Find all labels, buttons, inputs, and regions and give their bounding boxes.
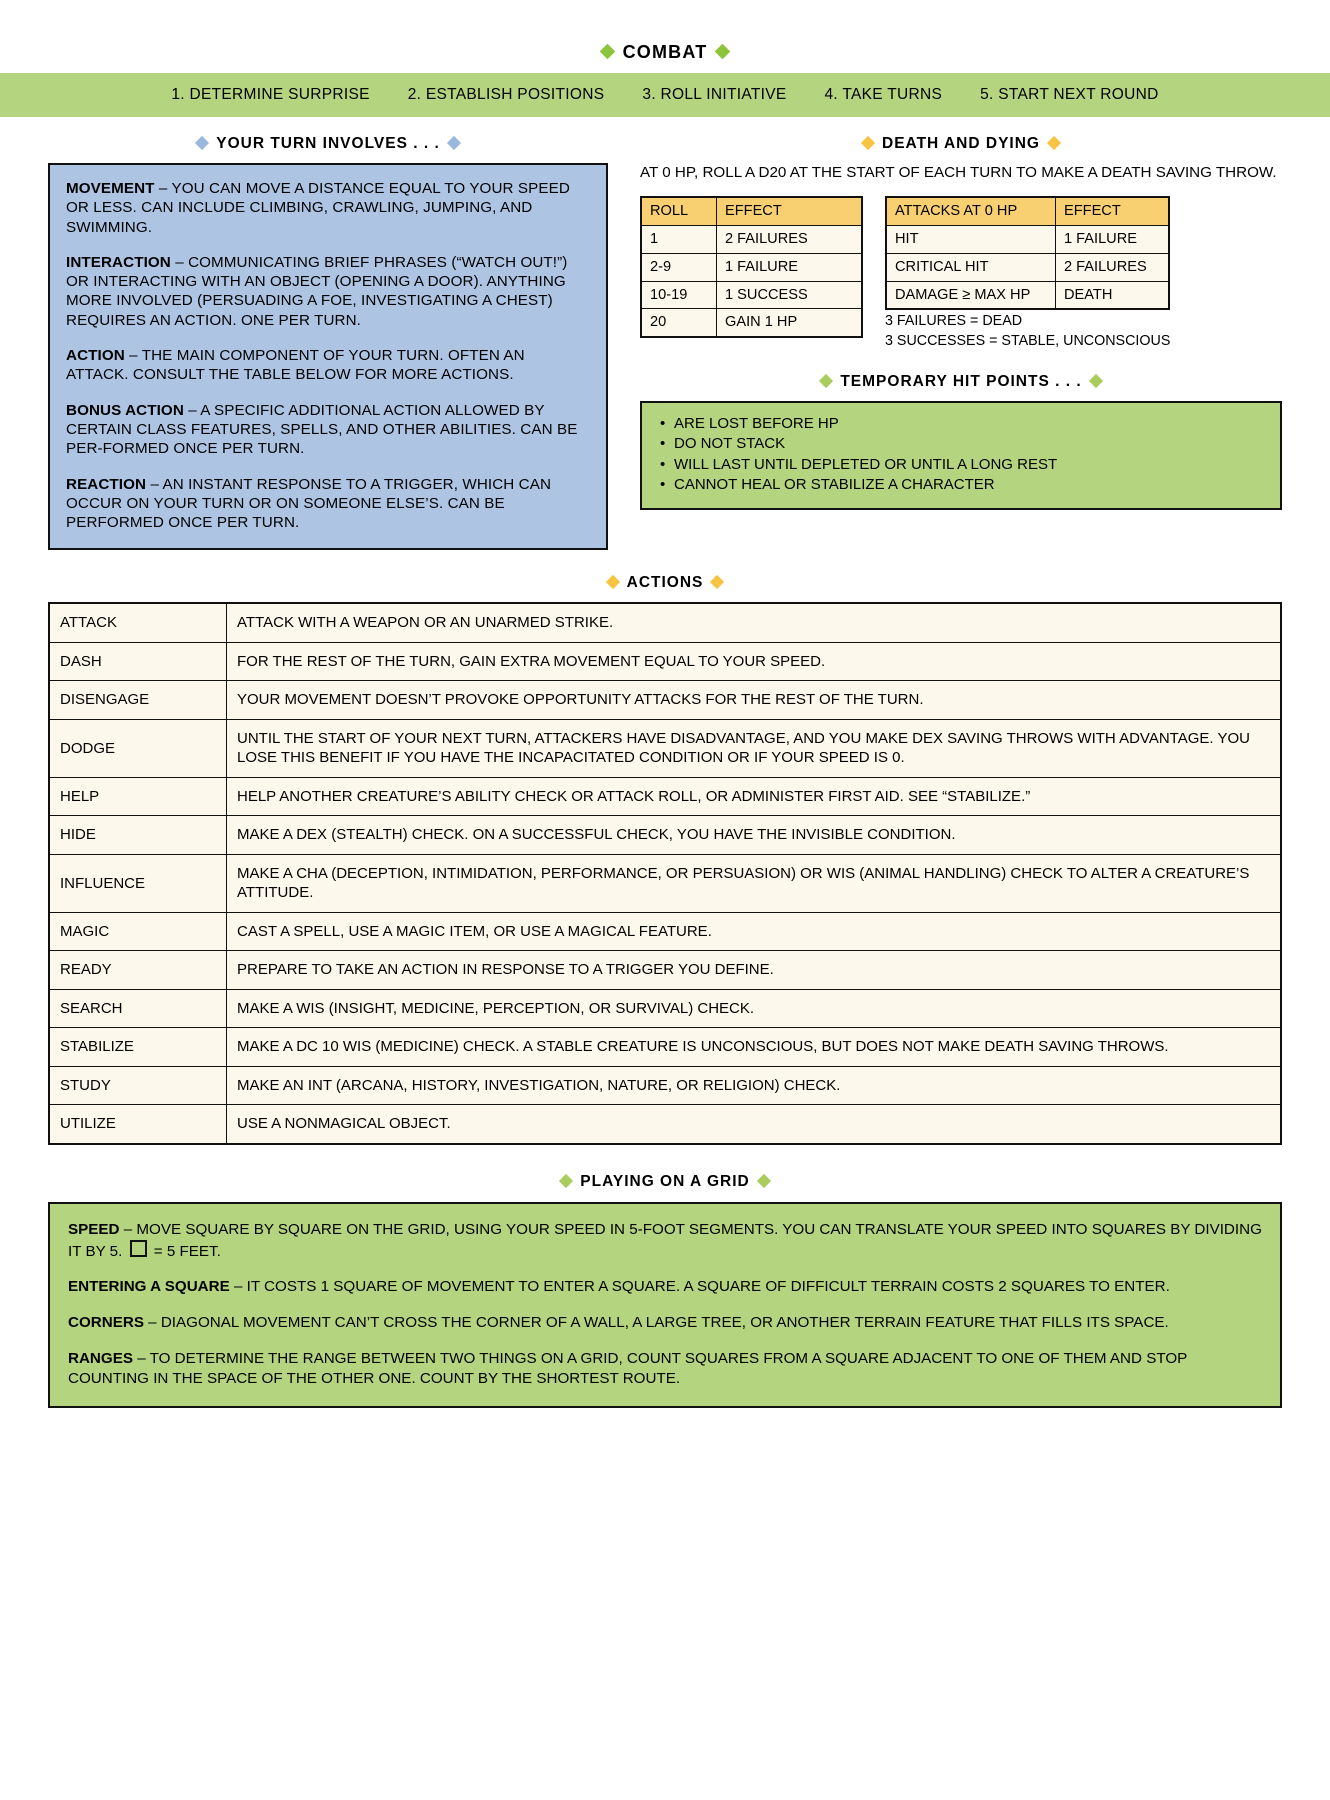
- action-name: STABILIZE: [49, 1028, 227, 1067]
- list-item: • WILL LAST UNTIL DEPLETED OR UNTIL A LONG REST: [674, 455, 1266, 475]
- turn-entry-term: INTERACTION: [66, 253, 171, 271]
- upper-columns: [0, 135, 1330, 550]
- cell-effect: 2 FAILURES: [717, 226, 863, 254]
- turn-entry: [66, 179, 590, 237]
- grid-entry-term: CORNERS: [68, 1314, 144, 1332]
- turn-entry-text: – A SPECIFIC ADDITIONAL ACTION ALLOWED BY CERTAIN CLASS FEATURES, SPELLS, AND OTHER ABILITIES. CAN BE PER-FORMED ONCE PER TURN.: [66, 401, 578, 458]
- cell-attack: CRITICAL HIT: [886, 253, 1056, 281]
- diamond-icon: [861, 136, 875, 150]
- table-row: [641, 281, 862, 309]
- column-header-effect: EFFECT: [717, 197, 863, 225]
- action-description: MAKE A WIS (INSIGHT, MEDICINE, PERCEPTION, OR SURVIVAL) CHECK.: [227, 989, 1282, 1028]
- turn-entry-text: – COMMUNICATING BRIEF PHRASES (“WATCH OUT!”) OR INTERACTING WITH AN OBJECT (OPENING A DOOR). ANYTHING MORE INVOLVED (PERSUADING A FOE, INVESTIGATING A CHEST) REQUIRES AN ACTION. ONE PER TURN.: [66, 253, 568, 329]
- attacks-at-zero-hp-table: [885, 196, 1170, 310]
- grid-entry-speed: [68, 1220, 1262, 1262]
- cell-effect: 1 SUCCESS: [717, 281, 863, 309]
- grid-entry: [68, 1349, 1262, 1389]
- diamond-icon: [715, 44, 731, 60]
- cell-effect: DEATH: [1056, 281, 1170, 309]
- temporary-hp-heading-row: [640, 373, 1282, 391]
- combat-step: 4. TAKE TURNS: [824, 86, 943, 103]
- combat-step: 5. START NEXT ROUND: [980, 86, 1159, 103]
- table-row: [49, 912, 1281, 951]
- action-name: READY: [49, 951, 227, 990]
- diamond-icon: [757, 1174, 771, 1188]
- turn-entry-text: – THE MAIN COMPONENT OF YOUR TURN. OFTEN AN ATTACK. CONSULT THE TABLE BELOW FOR MORE ACTIONS.: [66, 347, 525, 384]
- table-row: [49, 1066, 1281, 1105]
- attacks-table-group: [885, 196, 1170, 351]
- cell-effect: 1 FAILURE: [717, 253, 863, 281]
- action-name: DODGE: [49, 719, 227, 777]
- action-name: SEARCH: [49, 989, 227, 1028]
- actions-heading-row: [0, 574, 1330, 592]
- turn-entry-text: – AN INSTANT RESPONSE TO A TRIGGER, WHICH CAN OCCUR ON YOUR TURN OR ON SOMEONE ELSE’S. CAN BE PERFORMED ONCE PER TURN.: [66, 475, 552, 532]
- grid-entry-term: ENTERING A SQUARE: [68, 1278, 230, 1296]
- page-title-row: [0, 0, 1330, 73]
- table-row: [49, 816, 1281, 855]
- diamond-icon: [447, 136, 461, 150]
- cell-effect: 1 FAILURE: [1056, 226, 1170, 254]
- table-row: [49, 1105, 1281, 1144]
- table-row: [641, 253, 862, 281]
- grid-entry-term: RANGES: [68, 1349, 133, 1367]
- turn-entry: [66, 253, 590, 330]
- list-item: • ARE LOST BEFORE HP: [674, 414, 1266, 434]
- grid-heading-row: [0, 1173, 1330, 1191]
- column-header-attacks: ATTACKS AT 0 HP: [886, 197, 1056, 225]
- action-description: FOR THE REST OF THE TURN, GAIN EXTRA MOVEMENT EQUAL TO YOUR SPEED.: [227, 642, 1282, 681]
- action-name: STUDY: [49, 1066, 227, 1105]
- diamond-icon: [1047, 136, 1061, 150]
- diamond-icon: [710, 575, 724, 589]
- action-description: MAKE AN INT (ARCANA, HISTORY, INVESTIGATION, NATURE, OR RELIGION) CHECK.: [227, 1066, 1282, 1105]
- turn-entry-term: REACTION: [66, 475, 147, 493]
- temporary-hp-section: [640, 373, 1282, 510]
- temporary-hp-panel: [640, 401, 1282, 510]
- action-description: UNTIL THE START OF YOUR NEXT TURN, ATTACKERS HAVE DISADVANTAGE, AND YOU MAKE DEX SAVING THROWS WITH ADVANTAGE. YOU LOSE THIS BENEFIT IF YOU HAVE THE INCAPACITATED CONDITION OR IF YOUR SPEED IS 0.: [227, 719, 1282, 777]
- death-dying-column: [640, 135, 1282, 510]
- death-dying-heading: DEATH AND DYING: [882, 135, 1040, 152]
- note-line: 3 FAILURES = DEAD: [885, 313, 1023, 330]
- cell-effect: GAIN 1 HP: [717, 309, 863, 337]
- combat-step: 2. ESTABLISH POSITIONS: [407, 86, 605, 103]
- table-row: [886, 281, 1169, 309]
- list-item: • DO NOT STACK: [674, 434, 1266, 454]
- death-dying-notes: [885, 310, 1170, 351]
- cell-roll: 20: [641, 309, 717, 337]
- grid-entry: [68, 1277, 1262, 1297]
- table-row: [49, 951, 1281, 990]
- grid-section-wrap: [0, 1202, 1330, 1449]
- grid-entry-term: SPEED: [68, 1220, 120, 1238]
- temporary-hp-list: [656, 414, 1266, 496]
- action-description: HELP ANOTHER CREATURE’S ABILITY CHECK OR ATTACK ROLL, OR ADMINISTER FIRST AID. SEE “STABILIZE.”: [227, 777, 1282, 816]
- grid-entry-text: – TO DETERMINE THE RANGE BETWEEN TWO THINGS ON A GRID, COUNT SQUARES FROM A SQUARE ADJACENT TO ONE OF THEM AND STOP COUNTING IN THE SPACE OF THE OTHER ONE. COUNT BY THE SHORTEST ROUTE.: [68, 1349, 1188, 1387]
- cell-attack: DAMAGE ≥ MAX HP: [886, 281, 1056, 309]
- cell-roll: 1: [641, 226, 717, 254]
- turn-entry: [66, 401, 590, 459]
- turn-entry: [66, 346, 590, 385]
- your-turn-column: [48, 135, 608, 550]
- action-description: CAST A SPELL, USE A MAGIC ITEM, OR USE A MAGICAL FEATURE.: [227, 912, 1282, 951]
- diamond-icon: [1089, 374, 1103, 388]
- turn-entry: [66, 475, 590, 533]
- grid-entry: [68, 1313, 1262, 1333]
- actions-table-wrap: [0, 602, 1330, 1145]
- action-name: ATTACK: [49, 603, 227, 642]
- column-header-roll: ROLL: [641, 197, 717, 225]
- cell-roll: 2-9: [641, 253, 717, 281]
- combat-step: 1. DETERMINE SURPRISE: [171, 86, 370, 103]
- death-save-roll-table: [640, 196, 863, 338]
- diamond-icon: [599, 44, 615, 60]
- column-header-effect: EFFECT: [1056, 197, 1170, 225]
- table-row: [641, 226, 862, 254]
- action-name: HELP: [49, 777, 227, 816]
- turn-entry-term: MOVEMENT: [66, 180, 155, 197]
- cell-roll: 10-19: [641, 281, 717, 309]
- combat-step: 3. ROLL INITIATIVE: [642, 86, 787, 103]
- action-name: DASH: [49, 642, 227, 681]
- table-row: [49, 1028, 1281, 1067]
- action-description: ATTACK WITH A WEAPON OR AN UNARMED STRIKE.: [227, 603, 1282, 642]
- temporary-hp-heading: TEMPORARY HIT POINTS . . .: [840, 373, 1082, 391]
- cell-attack: HIT: [886, 226, 1056, 254]
- table-row: [49, 719, 1281, 777]
- your-turn-heading: YOUR TURN INVOLVES . . .: [216, 135, 440, 152]
- table-row: [886, 226, 1169, 254]
- action-description: MAKE A DEX (STEALTH) CHECK. ON A SUCCESSFUL CHECK, YOU HAVE THE INVISIBLE CONDITION.: [227, 816, 1282, 855]
- table-row: [49, 854, 1281, 912]
- grid-entry-text: – IT COSTS 1 SQUARE OF MOVEMENT TO ENTER A SQUARE. A SQUARE OF DIFFICULT TERRAIN COSTS 2 SQUARES TO ENTER.: [229, 1278, 1170, 1296]
- square-icon: [130, 1240, 147, 1257]
- action-description: PREPARE TO TAKE AN ACTION IN RESPONSE TO A TRIGGER YOU DEFINE.: [227, 951, 1282, 990]
- action-description: MAKE A DC 10 WIS (MEDICINE) CHECK. A STABLE CREATURE IS UNCONSCIOUS, BUT DOES NOT MAKE DEATH SAVING THROWS.: [227, 1028, 1282, 1067]
- turn-entry-term: BONUS ACTION: [66, 401, 184, 419]
- table-row: [49, 642, 1281, 681]
- death-dying-tables: [640, 196, 1282, 351]
- action-name: DISENGAGE: [49, 681, 227, 720]
- combat-steps-bar: [0, 73, 1330, 117]
- cell-effect: 2 FAILURES: [1056, 253, 1170, 281]
- table-row: [49, 777, 1281, 816]
- actions-table: [48, 602, 1282, 1145]
- page-title: COMBAT: [622, 42, 708, 62]
- table-row: [886, 253, 1169, 281]
- grid-entry-text: – MOVE SQUARE BY SQUARE ON THE GRID, USING YOUR SPEED IN 5-FOOT SEGMENTS. YOU CAN TRANSLATE YOUR SPEED INTO SQUARES BY DIVIDING IT BY 5.: [68, 1220, 1262, 1260]
- table-header-row: [886, 197, 1169, 225]
- grid-panel: [48, 1202, 1282, 1409]
- table-row: [49, 603, 1281, 642]
- action-name: UTILIZE: [49, 1105, 227, 1144]
- table-row: [49, 681, 1281, 720]
- action-name: HIDE: [49, 816, 227, 855]
- table-header-row: [641, 197, 862, 225]
- grid-entry-text-2: = 5 FEET.: [149, 1242, 221, 1260]
- action-name: INFLUENCE: [49, 854, 227, 912]
- diamond-icon: [559, 1174, 573, 1188]
- turn-entry-text: – YOU CAN MOVE A DISTANCE EQUAL TO YOUR SPEED OR LESS. CAN INCLUDE CLIMBING, CRAWLING, JUMPING, AND SWIMMING.: [66, 180, 570, 236]
- table-row: [49, 989, 1281, 1028]
- your-turn-heading-row: [48, 135, 608, 153]
- table-row: [641, 309, 862, 337]
- death-dying-heading-row: [640, 135, 1282, 153]
- turn-entry-term: ACTION: [66, 347, 125, 365]
- diamond-icon: [819, 374, 833, 388]
- action-description: USE A NONMAGICAL OBJECT.: [227, 1105, 1282, 1144]
- death-dying-intro: AT 0 HP, ROLL A D20 AT THE START OF EACH TURN TO MAKE A DEATH SAVING THROW.: [640, 164, 1277, 181]
- diamond-icon: [606, 575, 620, 589]
- diamond-icon: [195, 136, 209, 150]
- list-item: • CANNOT HEAL OR STABILIZE A CHARACTER: [674, 475, 1266, 495]
- action-description: YOUR MOVEMENT DOESN’T PROVOKE OPPORTUNITY ATTACKS FOR THE REST OF THE TURN.: [227, 681, 1282, 720]
- grid-entry-text: – DIAGONAL MOVEMENT CAN’T CROSS THE CORNER OF A WALL, A LARGE TREE, OR ANOTHER TERRAIN FEATURE THAT FILLS ITS SPACE.: [143, 1314, 1169, 1332]
- action-name: MAGIC: [49, 912, 227, 951]
- your-turn-panel: [48, 163, 608, 550]
- actions-heading: ACTIONS: [626, 574, 704, 592]
- grid-heading: PLAYING ON A GRID: [580, 1172, 750, 1190]
- action-description: MAKE A CHA (DECEPTION, INTIMIDATION, PERFORMANCE, OR PERSUASION) OR WIS (ANIMAL HANDLING) CHECK TO ALTER A CREATURE’S ATTITUDE.: [227, 854, 1282, 912]
- note-line: 3 SUCCESSES = STABLE, UNCONSCIOUS: [885, 332, 1171, 349]
